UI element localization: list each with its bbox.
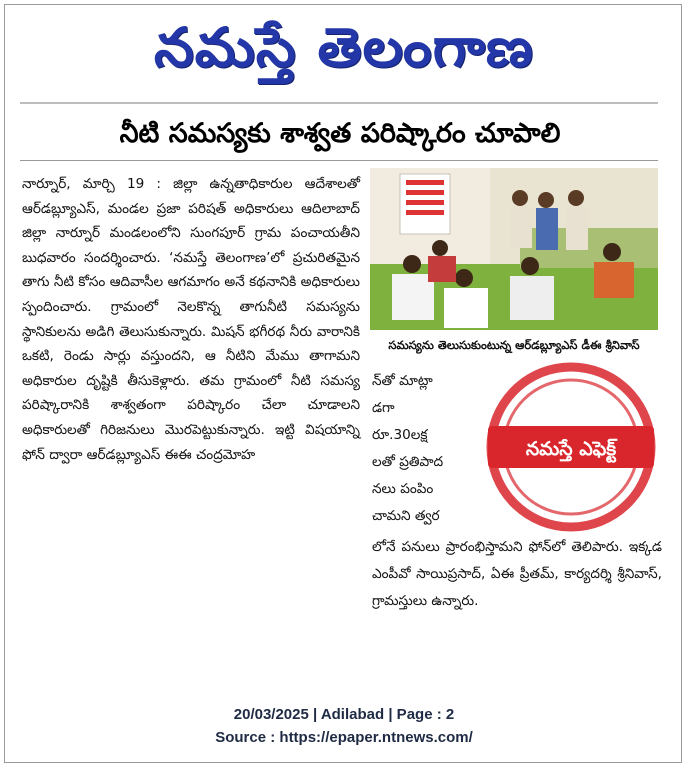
namaste-effect-stamp [484, 360, 658, 534]
photo-caption: సమస్యను తెలుసుకుంటున్న ఆర్‌డబ్ల్యూఎస్ డీఈ శ్రీనివాస్ [388, 338, 640, 352]
footer-source: Source : https://epaper.ntnews.com/ [215, 729, 473, 746]
article-line: లతో ప్రతిపాద [372, 454, 444, 470]
article-headline: నీటి సమస్యకు శాశ్వత పరిష్కారం చూపాలి [119, 118, 561, 149]
article-paragraph-left: నార్నూర్, మార్చి 19 : జిల్లా ఉన్నతాధికారుల ఆదేశాలతో ఆర్‌డబ్ల్యూఎస్, మండల ప్రజా పరిషత్ అధికారులు ఆదిలాబాద్ జిల్లా నార్నూర్ మండలంలోని సుంగపూర్ గ్రామ పంచాయతీని బుధవారం సందర్శించారు. ‘నమస్తే తెలంగాణ’లో ప్రచురితమైన తాగు నీటి కోసం ఆదివాసీల ఆగమాగం అనే కథనానికి అధికారులు స్పందించారు. గ్రామంలో నెలకొన్న తాగునీటి సమస్యను స్థానికులను అడిగి తెలుసుకున్నారు. మిషన్ భగీరథ నీరు వారానికి ఒకటి, రెండు సార్లు వస్తుందని, ఆ నీటిని మేము తాగామని అధికారుల దృష్టికి తీసుకెళ్లారు. తమ గ్రామంలో నీటి సమస్య పరిష్కారానికి శాశ్వతంగా పరిష్కారం చేలా చూడాలని అధికారులతో గిరిజనులు మొరపెట్టుకున్నారు. ఇట్టి విషయాన్ని ఫోన్ ద్వారా ఆర్‌డబ్ల్యూఎస్ ఈఈ చంద్రమోహ [22, 176, 360, 463]
masthead [0, 8, 688, 88]
stamp-graphic [484, 360, 658, 534]
stamp-label: నమస్తే ఎఫెక్ట్ [525, 438, 617, 460]
top-divider [20, 102, 658, 104]
article-body-right-wide [372, 534, 662, 615]
article-paragraph-right: లోనే పనులు ప్రారంభిస్తామని ఫోన్‌లో తెలిపారు. ఇక్కడ ఎంపీవో సాయిప్రసాద్, ఏఈ ప్రీతమ్, కార్యదర్శి శ్రీనివాస్, గ్రామస్తులు ఉన్నారు. [372, 539, 662, 609]
headline-divider [20, 160, 658, 161]
article-line: న్‌తో మాట్లా [372, 373, 433, 389]
article-body-left [22, 172, 360, 644]
article-line: డగా [372, 400, 395, 416]
masthead-title: నమస్తే తెలంగాణ [154, 16, 534, 79]
article-photo [370, 168, 658, 330]
article-line: నలు పంపిం [372, 481, 434, 497]
article-body-right-narrow [372, 368, 484, 530]
footer-dateline: 20/03/2025 | Adilabad | Page : 2 [233, 706, 455, 723]
article-line: రూ.30లక్ష [372, 427, 428, 443]
photo-illustration [370, 168, 658, 330]
article-line: చామని త్వర [372, 508, 440, 524]
